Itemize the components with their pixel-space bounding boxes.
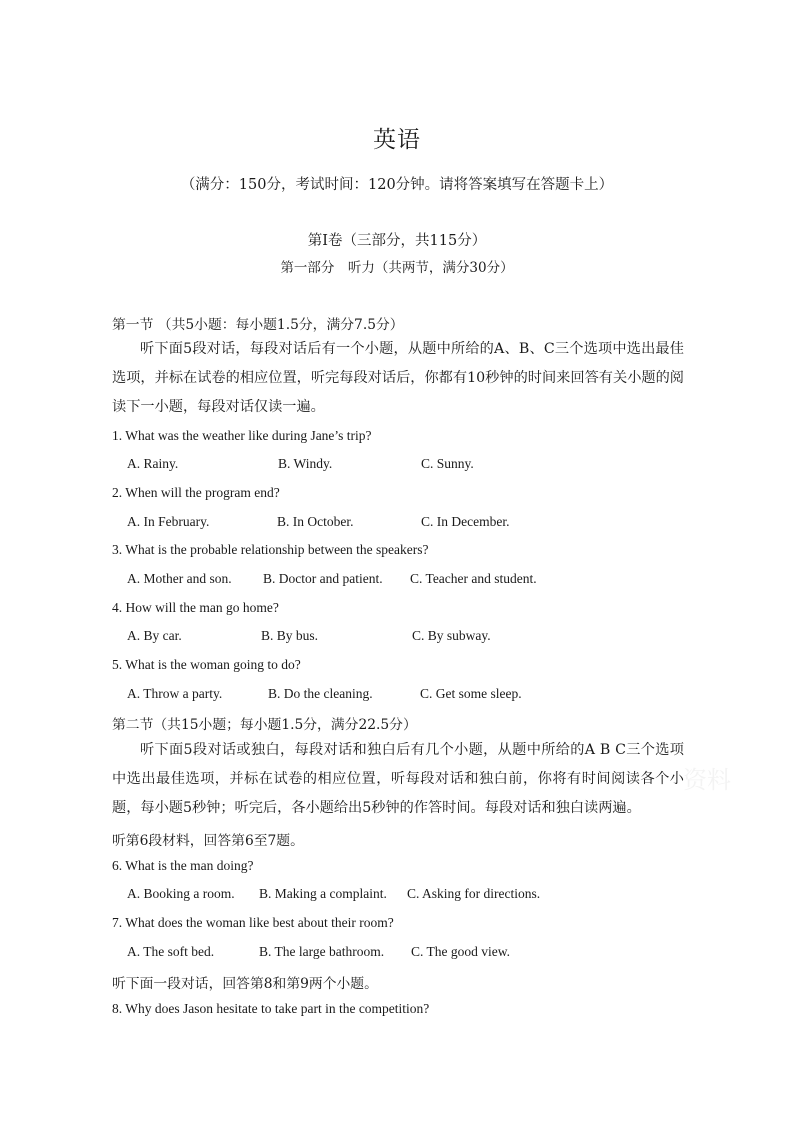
section2-heading: 第二节（共15小题；每小题1.5分，满分22.5分）: [112, 717, 417, 733]
question-stem: 8. Why does Jason hesitate to take part in the competition?: [112, 1001, 430, 1016]
option-c: C. Sunny.: [421, 456, 474, 471]
option-c: C. In December.: [421, 514, 510, 529]
section1-heading: 第一节 （共5小题：每小题1.5分，满分7.5分）: [112, 317, 404, 333]
option-c: C. By subway.: [412, 628, 491, 643]
question-stem: 1. What was the weather like during Jane’s trip?: [112, 428, 372, 443]
option-a: A. By car.: [127, 628, 182, 643]
option-b: B. Windy.: [278, 456, 333, 471]
option-a: A. Mother and son.: [127, 571, 232, 586]
question-stem: 5. What is the woman going to do?: [112, 657, 301, 672]
section1-instructions: 听下面5段对话，每段对话后有一个小题，从题中所给的A、B、C三个选项中选出最佳选项，并标在试卷的相应位置，听完每段对话后，你都有10秒钟的时间来回答有关小题的阅读下一小题，每段对话仅读一遍。: [112, 341, 684, 415]
question-stem: 4. How will the man go home?: [112, 600, 279, 615]
part-title: 第一部分 听力（共两节，满分30分）: [280, 260, 514, 276]
option-b: B. Making a complaint.: [259, 886, 387, 901]
question-stem: 7. What does the woman like best about their room?: [112, 915, 394, 930]
option-c: C. Asking for directions.: [407, 886, 541, 901]
dialogue-prompt: 听下面一段对话，回答第8和第9两个小题。: [112, 976, 378, 992]
option-b: B. Doctor and patient.: [263, 571, 383, 586]
question-stem: 6. What is the man doing?: [112, 858, 254, 873]
option-c: C. Get some sleep.: [420, 686, 522, 701]
option-a: A. In February.: [127, 514, 210, 529]
option-a: A. Booking a room.: [127, 886, 235, 901]
section2-instructions: 听下面5段对话或独白，每段对话和独白后有几个小题，从题中所给的A B C三个选项中选出最佳选项，并标在试卷的相应位置，听每段对话和独白前，你将有时间阅读各个小题，每小题5秒钟；听完后，各小题给出5秒钟的作答时间。每段对话和独白读两遍。: [112, 742, 684, 816]
option-a: A. Rainy.: [127, 456, 179, 471]
option-b: B. Do the cleaning.: [268, 686, 373, 701]
option-a: A. Throw a party.: [127, 686, 223, 701]
question-stem: 2. When will the program end?: [112, 485, 280, 500]
exam-subtitle: （满分：150分，考试时间：120分钟。请将答案填写在答题卡上）: [180, 177, 614, 193]
page-title: 英语: [373, 127, 421, 153]
question-stem: 3. What is the probable relationship between the speakers?: [112, 542, 429, 557]
volume-title: 第Ⅰ卷（三部分，共115分）: [307, 233, 487, 249]
material6-prompt: 听第6段材料，回答第6至7题。: [112, 833, 304, 849]
option-a: A. The soft bed.: [127, 944, 215, 959]
option-b: B. In October.: [277, 514, 354, 529]
option-b: B. The large bathroom.: [259, 944, 385, 959]
watermark: 资料: [683, 766, 731, 794]
option-c: C. Teacher and student.: [410, 571, 537, 586]
option-c: C. The good view.: [411, 944, 510, 959]
option-b: B. By bus.: [261, 628, 319, 643]
